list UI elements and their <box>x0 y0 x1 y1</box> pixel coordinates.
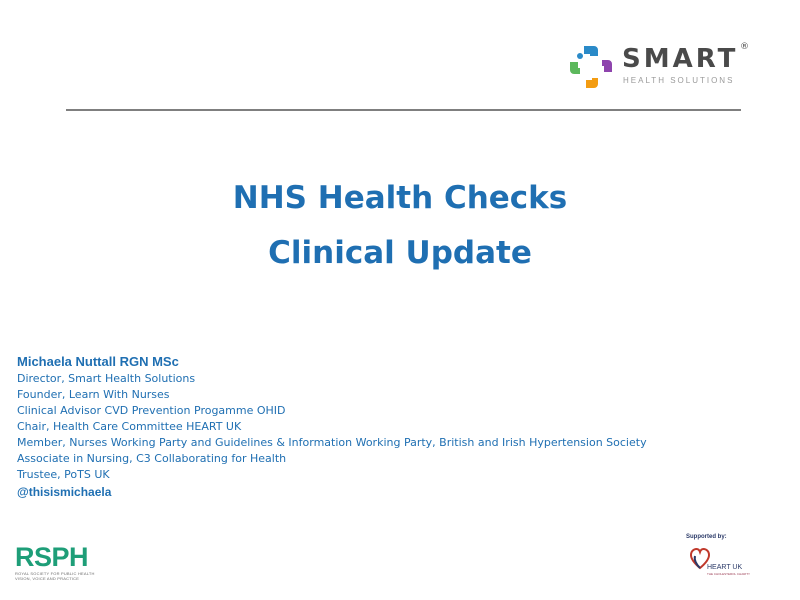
supported-by-block <box>686 534 766 584</box>
header-divider <box>66 109 741 111</box>
rsph-wordmark: RSPH <box>15 542 89 572</box>
speaker-role: Director, Smart Health Solutions <box>17 372 196 385</box>
logo-tagline: HEALTH SOLUTIONS <box>623 76 735 85</box>
slide-title-line-1: NHS Health Checks <box>232 180 568 216</box>
smart-cross-logo-icon <box>566 42 616 92</box>
logo-wordmark: SMART <box>622 44 739 74</box>
speaker-name: Michaela Nuttall RGN MSc <box>17 354 179 369</box>
speaker-role: Associate in Nursing, C3 Collaborating for Health <box>17 452 287 465</box>
speaker-role: Trustee, PoTS UK <box>17 468 110 481</box>
rsph-subtitle-2: VISION, VOICE AND PRACTICE <box>15 576 80 581</box>
registered-mark: ® <box>740 42 749 52</box>
supported-by-label: Supported by: <box>686 534 727 540</box>
heart-uk-tagline: THE CHOLESTEROL CHARITY <box>707 572 751 576</box>
slide-title-line-2: Clinical Update <box>268 235 532 271</box>
speaker-role: Chair, Health Care Committee HEART UK <box>17 420 242 433</box>
rsph-logo <box>15 544 95 580</box>
twitter-handle: @thisismichaela <box>17 485 112 499</box>
speaker-role: Founder, Learn With Nurses <box>17 388 170 401</box>
smart-health-solutions-logo <box>566 40 756 96</box>
speaker-role: Member, Nurses Working Party and Guidelines & Information Working Party, British and Irish Hypertension Society <box>17 436 647 449</box>
speaker-role: Clinical Advisor CVD Prevention Progamme OHID <box>17 404 286 417</box>
speaker-block <box>17 354 647 499</box>
rsph-subtitle: ROYAL SOCIETY FOR PUBLIC HEALTH <box>15 571 95 576</box>
heart-uk-name: HEART UK <box>707 564 743 571</box>
